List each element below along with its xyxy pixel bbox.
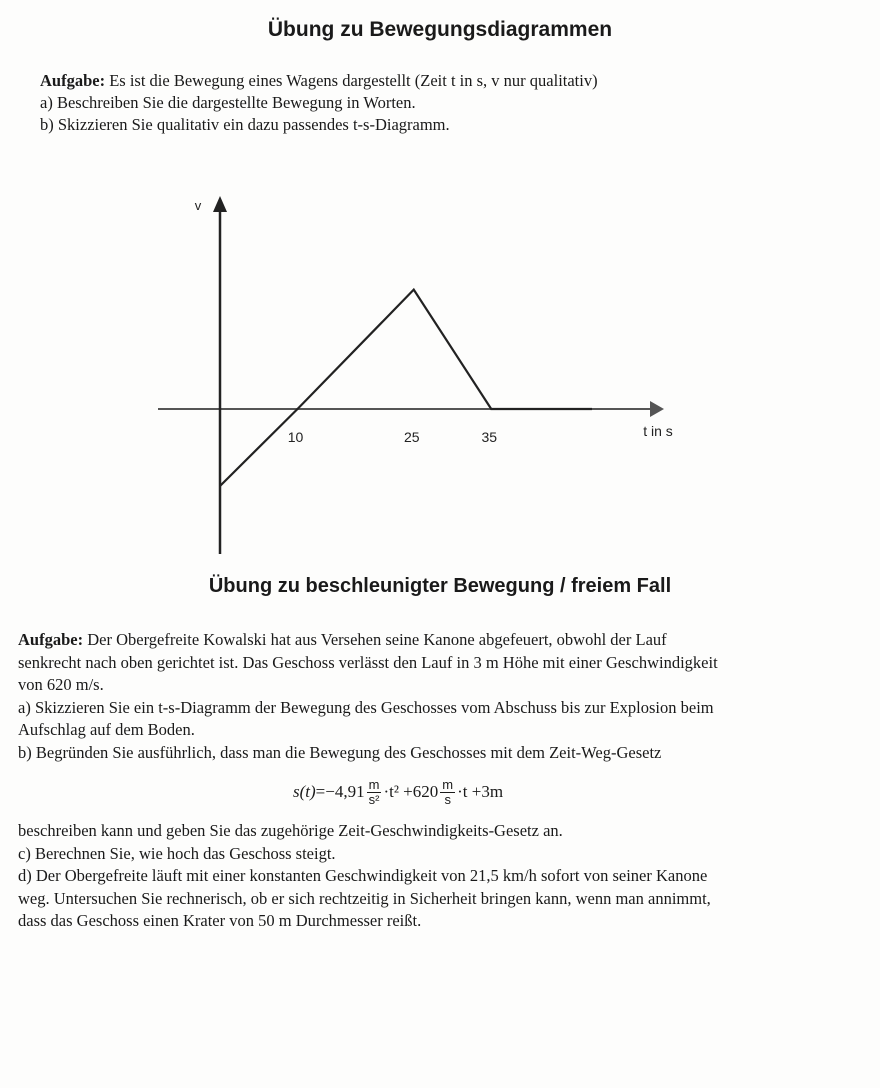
- series-line-0: [220, 290, 592, 486]
- formula-unit2: [440, 778, 455, 807]
- task2-line-5: b) Begründen Sie ausführlich, dass man die Bewegung des Geschosses mit dem Zeit-Weg-Gesetz: [18, 742, 662, 762]
- formula-unit1-den: s²: [368, 791, 380, 807]
- formula-lhs: s(t): [293, 782, 316, 801]
- formula-unit1-num: m: [368, 776, 380, 792]
- task2-after-1: c) Berechnen Sie, wie hoch das Geschoss steigt.: [18, 843, 336, 863]
- x-axis-arrow: [650, 401, 664, 417]
- formula-part3: ·t +3m: [457, 782, 504, 801]
- section-title: Übung zu beschleunigter Bewegung / freiem Fall: [208, 575, 672, 597]
- task2-line-4: Aufschlag auf dem Boden.: [18, 720, 195, 739]
- task2-label: Aufgabe:: [18, 630, 84, 649]
- task1-text: [40, 70, 840, 136]
- task2-line-2: von 620 m/s.: [18, 675, 104, 694]
- y-axis-arrow: [213, 196, 227, 212]
- task1-intro: Es ist die Bewegung eines Wagens dargestellt (Zeit t in s, v nur qualitativ): [109, 71, 598, 90]
- task2-line-0-text: Der Obergefreite Kowalski hat aus Versehen seine Kanone abgefeuert, obwohl der Lauf: [87, 630, 667, 649]
- x-tick-label-10: 10: [287, 429, 304, 445]
- task2-text-continued: [18, 820, 848, 933]
- task2-text: [18, 629, 818, 764]
- task2-line-3: a) Skizzieren Sie ein t-s-Diagramm der Bewegung des Geschosses vom Abschuss bis zur Explosion beim: [18, 697, 714, 717]
- task1-part-a: a) Beschreiben Sie die dargestellte Bewegung in Worten.: [40, 93, 416, 112]
- task2-after-4: dass das Geschoss einen Krater von 50 m Durchmesser reißt.: [18, 911, 422, 930]
- formula-part2: ·t² +620: [383, 782, 439, 801]
- vt-diagram: [0, 190, 880, 570]
- task2-after-2: d) Der Obergefreite läuft mit einer konstanten Geschwindigkeit von 21,5 km/h sofort von seiner Kanone: [18, 866, 708, 885]
- y-axis-label: v: [194, 198, 202, 213]
- task1-part-b: b) Skizzieren Sie qualitativ ein dazu passendes t-s-Diagramm.: [40, 115, 450, 134]
- x-tick-label-35: 35: [481, 429, 498, 445]
- task2-line-0: [18, 629, 818, 652]
- task2-after-3: weg. Untersuchen Sie rechnerisch, ob er sich rechtzeitig in Sicherheit bringen kann, wenn man annimmt,: [18, 888, 711, 908]
- formula-unit2-den: s: [444, 791, 451, 807]
- task2-line-1: senkrecht nach oben gerichtet ist. Das Geschoss verlässt den Lauf in 3 m Höhe mit einer Geschwindigkeit: [18, 652, 718, 672]
- page-title: Übung zu Bewegungsdiagrammen: [267, 18, 613, 41]
- task1-label: Aufgabe:: [40, 71, 106, 90]
- formula-unit2-num: m: [442, 776, 454, 792]
- task2-after-0: beschreiben kann und geben Sie das zugehörige Zeit-Geschwindigkeits-Gesetz an.: [18, 821, 563, 840]
- x-axis-label: t in s: [643, 423, 673, 439]
- x-tick-label-25: 25: [403, 429, 420, 445]
- formula-unit1: [367, 778, 382, 807]
- formula-part1: =−4,91: [315, 782, 365, 801]
- distance-time-formula: [293, 772, 503, 812]
- task1-intro-line: [40, 70, 840, 92]
